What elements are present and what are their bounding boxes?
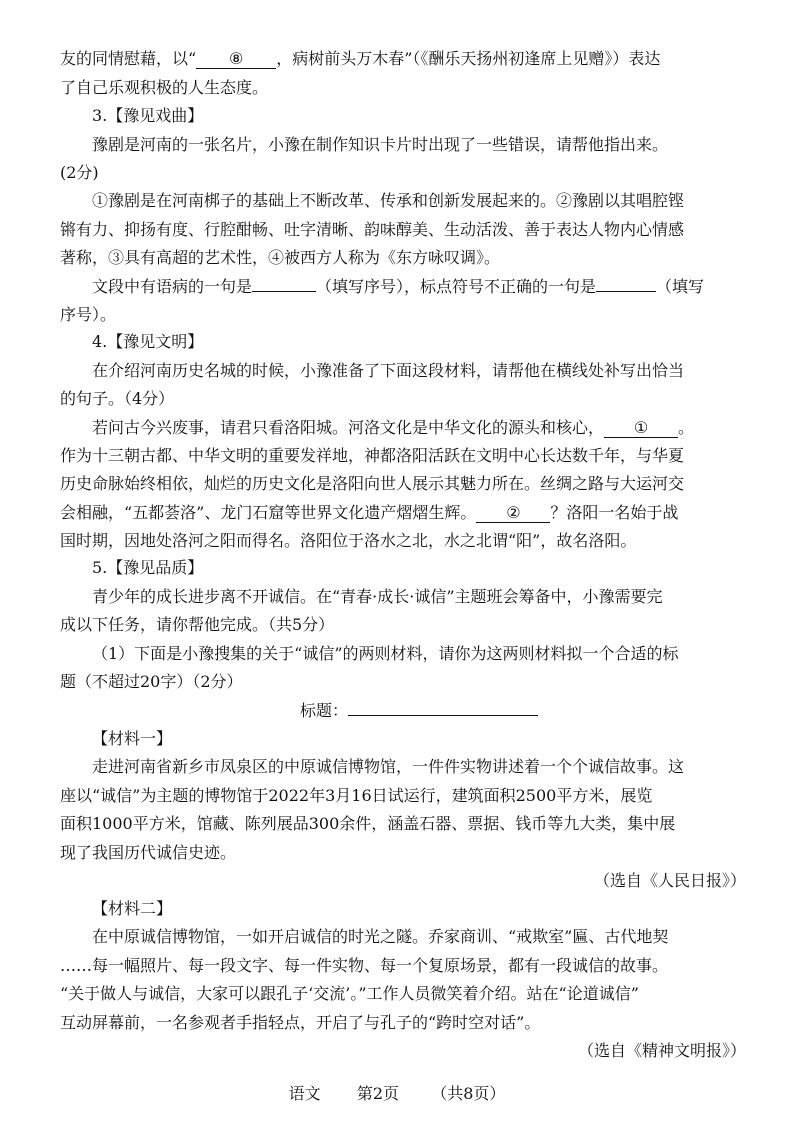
score-note — [60, 163, 746, 183]
text-segment: 友的同情慰藉，以“ — [60, 49, 197, 68]
section-heading — [92, 332, 746, 352]
text-segment: （选自《人民日报》） — [593, 871, 746, 890]
question-text — [92, 135, 746, 155]
material-heading — [92, 899, 746, 919]
text-segment: 锵有力、抑扬有度、行腔酣畅、吐字清晰、韵味醇美、生动活泼、善于表达人物内心情感 — [60, 220, 685, 239]
section-heading — [92, 106, 746, 126]
text-segment: 【材料一】 — [92, 729, 173, 748]
source-note — [578, 1041, 746, 1061]
text-segment: 面积1000平方米，馆藏、陈列展品300余件，涵盖石器、票据、钱币等九大类，集中展 — [60, 814, 676, 833]
text-segment: 作为十三朝古都、中华文明的重要发祥地，神都洛阳活跃在文明中心长达数千年，与华夏 — [60, 446, 685, 465]
passage-line — [60, 446, 746, 466]
text-segment: 国时期，因地处洛河之阳而得名。洛阳位于洛水之北，水之北谓“阳”，故名洛阳。 — [60, 531, 637, 550]
text-segment: 文段中有语病的一句是 — [92, 277, 253, 296]
text-segment: （1）下面是小豫搜集的关于“诚信”的两则材料，请你为这两则材料拟一个合适的标 — [92, 644, 679, 663]
footer-page-number: 第2页 — [356, 1084, 399, 1103]
question-text — [60, 672, 746, 692]
text-line — [60, 78, 746, 98]
text-segment: 【材料二】 — [92, 899, 173, 918]
text-segment: 在介绍河南历史名城的时候，小豫准备了下面这段材料，请帮他在横线处补写出恰当 — [92, 361, 685, 380]
text-segment: 序号）。 — [60, 305, 117, 324]
text-segment: （填写序号），标点符号不正确的一句是 — [316, 277, 597, 296]
text-segment: 历史命脉始终相依，灿烂的历史文化是洛阳向世人展示其魅力所在。丝绸之路与大运河交 — [60, 474, 685, 493]
question-text — [92, 361, 746, 381]
answer-blank: ② — [476, 504, 550, 523]
text-segment: 。 — [678, 418, 695, 437]
text-segment: 题（不超过20字）（2分） — [60, 672, 243, 691]
text-segment: 著称，③具有高超的艺术性，④被西方人称为《东方咏叹调》。 — [60, 248, 501, 267]
material-line — [92, 757, 746, 777]
material-line — [92, 927, 746, 947]
material-line — [60, 1013, 746, 1033]
footer-total-pages: （共8页） — [431, 1084, 506, 1103]
section-heading — [92, 558, 746, 578]
material-line — [60, 843, 746, 863]
page-footer — [0, 1084, 794, 1104]
question-text — [92, 587, 746, 607]
text-segment: 了自己乐观积极的人生态度。 — [60, 78, 269, 97]
text-segment: 走进河南省新乡市凤泉区的中原诚信博物馆，一件件实物讲述着一个个诚信故事。这 — [92, 757, 685, 776]
passage-line — [60, 220, 746, 240]
question-text — [60, 615, 746, 635]
passage-line — [60, 503, 746, 523]
material-line — [60, 814, 746, 834]
text-segment: 成以下任务，请你帮他完成。（共5分） — [60, 615, 335, 634]
material-heading — [92, 729, 746, 749]
text-segment: 青少年的成长进步离不开诚信。在“青春·成长·诚信”主题班会筹备中，小豫需要完 — [92, 587, 663, 606]
text-segment: “关于做人与诚信，大家可以跟孔子‘交流’。”工作人员微笑着介绍。站在“论道诚信” — [60, 984, 639, 1003]
material-line — [60, 786, 746, 806]
text-segment: 标题： — [300, 701, 349, 720]
answer-blank: ① — [604, 419, 678, 438]
text-segment: 3.【豫见戏曲】 — [92, 106, 204, 125]
question-text — [92, 644, 746, 664]
question-text — [60, 389, 746, 409]
text-segment: (2分) — [60, 163, 99, 182]
answer-blank — [596, 291, 656, 292]
passage-line — [60, 474, 746, 494]
source-note — [594, 871, 746, 891]
text-segment: 座以“诚信”为主题的博物馆于2022年3月16日试运行，建筑面积2500平方米，展览 — [60, 786, 653, 805]
passage-line — [60, 531, 746, 551]
text-segment: 现了我国历代诚信史迹。 — [60, 843, 237, 862]
passage-line — [92, 191, 746, 211]
text-segment: 会相融，“五都荟洛”、龙门石窟等世界文化遗产熠熠生辉。 — [60, 503, 477, 522]
passage-line — [92, 418, 746, 438]
text-line — [60, 49, 746, 69]
text-segment: 在中原诚信博物馆，一如开启诚信的时光之隧。乔家商训、“戒欺室”匾、古代地契 — [92, 927, 669, 946]
answer-blank — [348, 715, 538, 716]
text-segment: 5.【豫见品质】 — [92, 558, 204, 577]
answer-blank — [252, 291, 316, 292]
text-segment: 4.【豫见文明】 — [92, 332, 204, 351]
text-segment: 互动屏幕前，一名参观者手指轻点，开启了与孔子的“跨时空对话”。 — [60, 1013, 541, 1032]
material-line — [60, 956, 746, 976]
passage-line — [60, 248, 746, 268]
text-segment: ？洛阳一名始于战 — [550, 503, 679, 522]
text-segment: ……每一幅照片、每一段文字、每一件实物、每一个复原场景，都有一段诚信的故事。 — [60, 956, 669, 975]
text-segment: 的句子。（4分） — [60, 389, 175, 408]
question-text — [60, 305, 746, 325]
answer-blank: ⑧ — [196, 50, 276, 69]
text-segment: ，病树前头万木春”（《酬乐天扬州初逢席上见赠》）表达 — [276, 49, 661, 68]
text-segment: ①豫剧是在河南梆子的基础上不断改革、传承和创新发展起来的。②豫剧以其唱腔铿 — [92, 191, 685, 210]
title-answer-line — [300, 701, 746, 721]
text-segment: 豫剧是河南的一张名片，小豫在制作知识卡片时出现了一些错误，请帮他指出来。 — [92, 135, 669, 154]
text-segment: （填写 — [656, 277, 705, 296]
text-segment: 若问古今兴废事，请君只看洛阳城。河洛文化是中华文化的源头和核心， — [92, 418, 605, 437]
text-segment: （选自《精神文明报》） — [577, 1041, 746, 1060]
footer-subject: 语文 — [288, 1084, 321, 1103]
question-text — [92, 277, 746, 297]
material-line — [60, 984, 746, 1004]
